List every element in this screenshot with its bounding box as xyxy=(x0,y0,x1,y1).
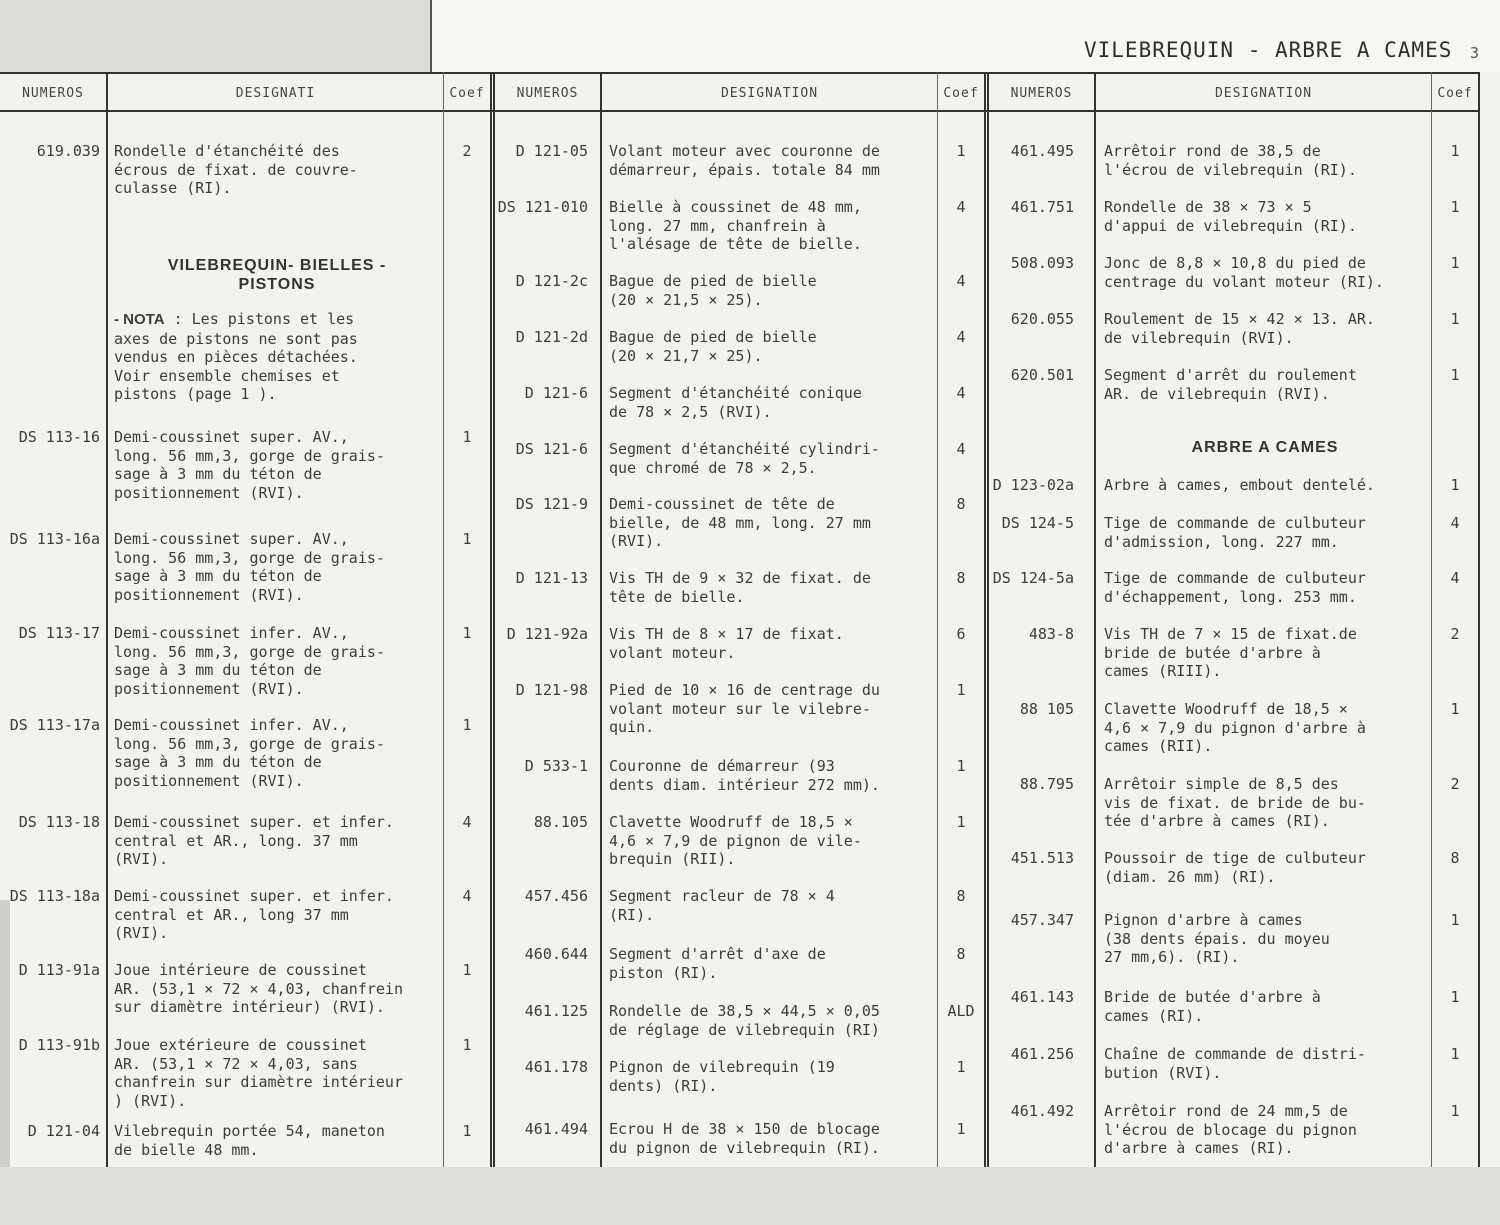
part-designation xyxy=(609,681,880,737)
designation-line: ) (RVI). xyxy=(114,1091,187,1110)
part-coef: 2 xyxy=(462,142,472,160)
designation-line: Segment racleur de 78 × 4 xyxy=(609,887,835,905)
designation-line: Joue intérieure de coussinet xyxy=(114,961,367,979)
part-number: D 121-92a xyxy=(506,625,588,643)
designation-line: Bague de pied de bielle xyxy=(609,272,817,290)
part-coef: 4 xyxy=(956,198,966,216)
part-coef: 1 xyxy=(956,757,966,775)
part-number: 508.093 xyxy=(1010,254,1074,272)
designation-line: l'écrou de vilebrequin (RI). xyxy=(1104,160,1357,179)
part-coef: 1 xyxy=(462,624,472,642)
part-designation xyxy=(1104,569,1366,606)
part-number: D 121-6 xyxy=(524,384,588,402)
designation-line: Demi-coussinet de tête de xyxy=(609,495,835,513)
part-coef: 1 xyxy=(1450,198,1460,216)
header-numeros: NUMEROS xyxy=(1010,86,1073,101)
part-designation xyxy=(609,272,817,309)
header-numeros: NUMEROS xyxy=(516,86,579,101)
designation-line: (diam. 26 mm) (RI). xyxy=(1104,867,1276,886)
designation-line: Ecrou H de 38 × 150 de blocage xyxy=(609,1120,880,1138)
header-coef: Coef xyxy=(943,86,979,101)
part-coef: 1 xyxy=(1450,476,1460,494)
part-designation xyxy=(1104,911,1330,967)
nota-line: vendus en pièces détachées. xyxy=(114,348,358,366)
part-coef: 1 xyxy=(462,530,472,548)
designation-line: Rondelle de 38 × 73 × 5 xyxy=(1104,198,1312,216)
part-designation xyxy=(609,1058,835,1095)
designation-line: Bielle à coussinet de 48 mm, xyxy=(609,198,862,216)
part-designation xyxy=(114,813,394,869)
part-designation xyxy=(609,1120,880,1157)
part-coef: 1 xyxy=(462,961,472,979)
nota-line xyxy=(114,310,358,330)
part-coef: 6 xyxy=(956,625,966,643)
nota-line: axes de pistons ne sont pas xyxy=(114,329,358,348)
col-divider xyxy=(1478,72,1480,1167)
part-designation xyxy=(114,142,358,198)
designation-line: Arrêtoir simple de 8,5 des xyxy=(1104,775,1339,793)
designation-line: Clavette Woodruff de 18,5 × xyxy=(1104,700,1348,718)
part-number: 461.494 xyxy=(524,1120,588,1138)
designation-line: d'admission, long. 227 mm. xyxy=(1104,532,1339,551)
part-number: DS 113-16 xyxy=(18,428,100,446)
page-title: VILEBREQUIN - ARBRE A CAMES xyxy=(1084,38,1453,62)
designation-line: Vilebrequin portée 54, maneton xyxy=(114,1122,385,1140)
part-number: 461.143 xyxy=(1010,988,1074,1006)
designation-line: que chromé de 78 × 2,5. xyxy=(609,458,817,477)
part-coef: 1 xyxy=(1450,254,1460,272)
part-coef: 1 xyxy=(1450,142,1460,160)
part-coef: 4 xyxy=(462,887,472,905)
part-number: D 121-2c xyxy=(515,272,588,290)
part-number: DS 124-5 xyxy=(1001,514,1074,532)
designation-line: culasse (RI). xyxy=(114,179,232,197)
designation-line: positionnement (RVI). xyxy=(114,679,304,698)
part-coef: 1 xyxy=(956,142,966,160)
designation-line: tée d'arbre à cames (RI). xyxy=(1104,812,1330,830)
designation-line: centrage du volant moteur (RI). xyxy=(1104,272,1384,291)
part-coef: 1 xyxy=(1450,310,1460,328)
part-number: D 113-91b xyxy=(18,1036,100,1054)
designation-line: 4,6 × 7,9 du pignon d'arbre à xyxy=(1104,718,1366,737)
part-designation xyxy=(1104,142,1357,179)
designation-line: Rondelle d'étanchéité des xyxy=(114,142,340,160)
designation-line: bielle, de 48 mm, long. 27 mm xyxy=(609,513,871,532)
part-coef: 8 xyxy=(956,495,966,513)
designation-line: (RVI). xyxy=(114,924,169,942)
designation-line: volant moteur. xyxy=(609,643,736,662)
designation-line: Segment d'arrêt du roulement xyxy=(1104,366,1357,384)
part-designation xyxy=(114,428,385,502)
designation-line: positionnement (RVI). xyxy=(114,771,304,790)
designation-line: Poussoir de tige de culbuteur xyxy=(1104,849,1366,867)
part-coef: 4 xyxy=(462,813,472,831)
part-designation xyxy=(1104,1102,1357,1158)
part-number: 460.644 xyxy=(524,945,588,963)
designation-line: Demi-coussinet super. AV., xyxy=(114,428,349,446)
part-number: D 121-05 xyxy=(515,142,588,160)
part-coef: 1 xyxy=(1450,366,1460,384)
part-coef: 1 xyxy=(462,1122,472,1140)
part-number: DS 124-5a xyxy=(992,569,1074,587)
part-number: DS 113-17a xyxy=(9,716,100,734)
header-rule xyxy=(0,110,1480,112)
designation-line: (RVI). xyxy=(609,532,664,550)
part-number: D 533-1 xyxy=(524,757,588,775)
col-divider xyxy=(987,72,989,1167)
designation-line: piston (RI). xyxy=(609,963,718,982)
part-number: DS 121-010 xyxy=(497,198,588,216)
designation-line: positionnement (RVI). xyxy=(114,483,304,502)
part-designation xyxy=(609,384,862,421)
part-designation xyxy=(1104,198,1357,235)
designation-line: sage à 3 mm du téton de xyxy=(114,567,322,585)
designation-line: dents diam. intérieur 272 mm). xyxy=(609,775,880,794)
header-designation: DESIGNATI xyxy=(235,86,316,101)
designation-line: quin. xyxy=(609,718,655,736)
part-coef: 4 xyxy=(956,384,966,402)
designation-line: cames (RI). xyxy=(1104,1006,1204,1025)
table-top-rule xyxy=(0,72,1480,74)
part-coef: 1 xyxy=(462,428,472,446)
designation-line: volant moteur sur le vilebre- xyxy=(609,699,871,718)
col-divider xyxy=(600,72,602,1167)
part-designation xyxy=(1104,700,1366,756)
designation-line: central et AR., long. 37 mm xyxy=(114,831,358,850)
part-designation xyxy=(114,530,385,604)
part-designation xyxy=(114,961,403,1017)
designation-line: Vis TH de 8 × 17 de fixat. xyxy=(609,625,844,643)
designation-line: Demi-coussinet infer. AV., xyxy=(114,716,349,734)
designation-line: du pignon de vilebrequin (RI). xyxy=(609,1138,880,1157)
designation-line: (20 × 21,7 × 25). xyxy=(609,346,763,365)
designation-line: Segment d'arrêt d'axe de xyxy=(609,945,826,963)
part-coef: 1 xyxy=(462,1036,472,1054)
part-number: DS 113-17 xyxy=(18,624,100,642)
part-number: 461.492 xyxy=(1010,1102,1074,1120)
designation-line: long. 56 mm,3, gorge de grais- xyxy=(114,734,385,753)
part-designation xyxy=(609,198,862,254)
designation-line: bution (RVI). xyxy=(1104,1063,1222,1082)
part-designation xyxy=(1104,988,1321,1025)
part-coef: 1 xyxy=(1450,1102,1460,1120)
designation-line: Roulement de 15 × 42 × 13. AR. xyxy=(1104,310,1375,328)
part-designation xyxy=(609,1002,880,1039)
designation-line: chanfrein sur diamètre intérieur xyxy=(114,1073,403,1091)
header-coef: Coef xyxy=(449,86,485,101)
section-heading-arbre-a-cames: ARBRE A CAMES xyxy=(1191,439,1339,456)
part-number: DS 113-18a xyxy=(9,887,100,905)
designation-line: Chaîne de commande de distri- xyxy=(1104,1045,1366,1063)
designation-line: Bride de butée d'arbre à xyxy=(1104,988,1321,1006)
designation-line: Demi-coussinet infer. AV., xyxy=(114,624,349,642)
overlapping-sheet xyxy=(0,0,432,72)
part-coef: 8 xyxy=(1450,849,1460,867)
part-designation xyxy=(114,1036,403,1110)
part-coef: 2 xyxy=(1450,625,1460,643)
part-designation xyxy=(1104,1045,1366,1082)
section-heading-vilebrequin xyxy=(112,256,442,294)
part-coef: 4 xyxy=(956,440,966,458)
part-coef: 8 xyxy=(956,887,966,905)
part-designation xyxy=(114,624,385,698)
designation-line: long. 56 mm,3, gorge de grais- xyxy=(114,446,385,465)
part-designation xyxy=(609,625,844,662)
designation-line: positionnement (RVI). xyxy=(114,585,304,604)
header-coef: Coef xyxy=(1437,86,1473,101)
part-designation xyxy=(609,757,880,794)
part-coef: 4 xyxy=(1450,514,1460,532)
heading-line: PISTONS xyxy=(238,276,316,293)
designation-line: Arrêtoir rond de 24 mm,5 de xyxy=(1104,1102,1348,1120)
designation-line: 27 mm,6). (RI). xyxy=(1104,948,1240,966)
part-number: 620.501 xyxy=(1010,366,1074,384)
designation-line: Pignon de vilebrequin (19 xyxy=(609,1058,835,1076)
part-designation xyxy=(609,945,826,982)
part-designation xyxy=(1104,849,1366,886)
part-number: D 121-13 xyxy=(515,569,588,587)
part-designation xyxy=(1104,310,1375,347)
part-designation xyxy=(609,142,880,179)
designation-line: dents) (RI). xyxy=(609,1076,718,1095)
part-designation xyxy=(114,1122,385,1159)
designation-line: brequin (RII). xyxy=(609,850,736,868)
part-coef: 8 xyxy=(956,569,966,587)
designation-line: (RI). xyxy=(609,905,655,924)
part-designation xyxy=(114,716,385,790)
designation-line: de 78 × 2,5 (RVI). xyxy=(609,402,772,421)
part-number: DS 121-6 xyxy=(515,440,588,458)
part-number: 620.055 xyxy=(1010,310,1074,328)
header-designation: DESIGNATION xyxy=(720,86,819,101)
nota-label: - NOTA xyxy=(114,311,165,328)
part-coef: 1 xyxy=(1450,700,1460,718)
designation-line: Jonc de 8,8 × 10,8 du pied de xyxy=(1104,254,1366,272)
part-number: D 121-04 xyxy=(27,1122,100,1140)
designation-line: Joue extérieure de coussinet xyxy=(114,1036,367,1054)
part-designation xyxy=(609,328,817,365)
designation-line: Arrêtoir rond de 38,5 de xyxy=(1104,142,1321,160)
designation-line: Pignon d'arbre à cames xyxy=(1104,911,1303,929)
part-designation xyxy=(1104,254,1384,291)
col-divider xyxy=(106,72,108,1167)
part-designation xyxy=(609,887,835,924)
heading-line: VILEBREQUIN- BIELLES - xyxy=(167,257,387,274)
designation-line: cames (RIII). xyxy=(1104,662,1222,680)
designation-line: Tige de commande de culbuteur xyxy=(1104,514,1366,532)
part-number: D 121-2d xyxy=(515,328,588,346)
part-designation xyxy=(1104,625,1357,681)
designation-line: Arbre à cames, embout dentelé. xyxy=(1104,476,1375,494)
designation-line: Volant moteur avec couronne de xyxy=(609,142,880,160)
sheet-edge xyxy=(430,0,432,74)
part-designation xyxy=(609,569,871,606)
designation-line: démarreur, épais. totale 84 mm xyxy=(609,160,880,179)
designation-line: Demi-coussinet super. et infer. xyxy=(114,813,394,831)
designation-line: Rondelle de 38,5 × 44,5 × 0,05 xyxy=(609,1002,880,1020)
part-coef: 1 xyxy=(956,681,966,699)
part-number: 461.751 xyxy=(1010,198,1074,216)
col-divider xyxy=(984,72,986,1167)
part-number: 461.495 xyxy=(1010,142,1074,160)
designation-line: sage à 3 mm du téton de xyxy=(114,661,322,679)
designation-line: l'alésage de tête de bielle. xyxy=(609,235,862,253)
designation-line: d'échappement, long. 253 mm. xyxy=(1104,587,1357,606)
part-coef: 4 xyxy=(956,328,966,346)
designation-line: long. 27 mm, chanfrein à xyxy=(609,216,826,235)
part-designation xyxy=(1104,775,1366,831)
nota-line: pistons (page 1 ). xyxy=(114,385,277,403)
designation-line: cames (RII). xyxy=(1104,737,1213,755)
part-coef: 1 xyxy=(1450,911,1460,929)
designation-line: Segment d'étanchéité conique xyxy=(609,384,862,402)
designation-line: (20 × 21,5 × 25). xyxy=(609,290,763,309)
part-number: 461.178 xyxy=(524,1058,588,1076)
part-number: D 113-91a xyxy=(18,961,100,979)
designation-line: vis de fixat. de bride de bu- xyxy=(1104,793,1366,812)
part-coef: 2 xyxy=(1450,775,1460,793)
col-divider xyxy=(493,72,495,1167)
bottom-margin xyxy=(0,1167,1500,1225)
part-number: 88 105 xyxy=(1019,700,1074,718)
header-designation: DESIGNATION xyxy=(1214,86,1313,101)
designation-line: de réglage de vilebrequin (RI) xyxy=(609,1020,880,1039)
designation-line: sage à 3 mm du téton de xyxy=(114,753,322,771)
designation-line: sur diamètre intérieur) (RVI). xyxy=(114,998,385,1016)
page-number: 3 xyxy=(1470,44,1480,62)
designation-line: long. 56 mm,3, gorge de grais- xyxy=(114,642,385,661)
designation-line: tête de bielle. xyxy=(609,587,745,606)
part-coef: 1 xyxy=(956,1058,966,1076)
part-number: 451.513 xyxy=(1010,849,1074,867)
col-divider xyxy=(443,72,444,1167)
nota-block xyxy=(114,310,358,404)
part-designation xyxy=(1104,476,1375,495)
part-designation xyxy=(609,813,862,869)
designation-line: Vis TH de 7 × 15 de fixat.de xyxy=(1104,625,1357,643)
designation-line: (38 dents épais. du moyeu xyxy=(1104,929,1330,948)
part-number: 88.795 xyxy=(1019,775,1074,793)
designation-line: AR. de vilebrequin (RVI). xyxy=(1104,384,1330,403)
designation-line: l'écrou de blocage du pignon xyxy=(1104,1120,1357,1139)
col-divider xyxy=(490,72,492,1167)
designation-line: de vilebrequin (RVI). xyxy=(1104,328,1294,347)
part-coef: 1 xyxy=(956,1120,966,1138)
col-divider xyxy=(1094,72,1096,1167)
designation-line: Bague de pied de bielle xyxy=(609,328,817,346)
part-designation xyxy=(114,887,394,943)
designation-line: Clavette Woodruff de 18,5 × xyxy=(609,813,853,831)
designation-line: de bielle 48 mm. xyxy=(114,1140,259,1159)
part-number: 457.456 xyxy=(524,887,588,905)
part-coef: 4 xyxy=(1450,569,1460,587)
part-designation xyxy=(609,495,871,551)
designation-line: Demi-coussinet super. AV., xyxy=(114,530,349,548)
part-number: 461.125 xyxy=(524,1002,588,1020)
designation-line: Couronne de démarreur (93 xyxy=(609,757,835,775)
part-number: 619.039 xyxy=(36,142,100,160)
nota-text: : Les pistons et les xyxy=(173,310,355,328)
part-number: 483-8 xyxy=(1028,625,1074,643)
part-designation xyxy=(1104,514,1366,551)
part-coef: 1 xyxy=(1450,988,1460,1006)
designation-line: sage à 3 mm du téton de xyxy=(114,465,322,483)
part-number: 461.256 xyxy=(1010,1045,1074,1063)
part-number: 457.347 xyxy=(1010,911,1074,929)
designation-line: Vis TH de 9 × 32 de fixat. de xyxy=(609,569,871,587)
part-number: 88.105 xyxy=(533,813,588,831)
part-coef: 1 xyxy=(956,813,966,831)
designation-line: (RVI). xyxy=(114,850,169,868)
designation-line: Pied de 10 × 16 de centrage du xyxy=(609,681,880,699)
header-numeros: NUMEROS xyxy=(22,86,84,101)
designation-line: bride de butée d'arbre à xyxy=(1104,643,1321,662)
designation-line: Tige de commande de culbuteur xyxy=(1104,569,1366,587)
part-coef: 1 xyxy=(1450,1045,1460,1063)
nota-line: Voir ensemble chemises et xyxy=(114,366,340,385)
part-number: DS 113-18 xyxy=(18,813,100,831)
designation-line: Demi-coussinet super. et infer. xyxy=(114,887,394,905)
designation-line: central et AR., long 37 mm xyxy=(114,905,349,924)
designation-line: 4,6 × 7,9 de pignon de vile- xyxy=(609,831,862,850)
designation-line: d'appui de vilebrequin (RI). xyxy=(1104,216,1357,235)
part-number: D 121-98 xyxy=(515,681,588,699)
part-coef: ALD xyxy=(947,1002,975,1020)
part-number: DS 121-9 xyxy=(515,495,588,513)
part-coef: 4 xyxy=(956,272,966,290)
designation-line: écrous de fixat. de couvre- xyxy=(114,160,358,179)
part-number: D 123-02a xyxy=(992,476,1074,494)
part-coef: 8 xyxy=(956,945,966,963)
part-number: DS 113-16a xyxy=(9,530,100,548)
designation-line: Segment d'étanchéité cylindri- xyxy=(609,440,880,458)
part-coef: 1 xyxy=(462,716,472,734)
designation-line: AR. (53,1 × 72 × 4,03, sans xyxy=(114,1054,358,1073)
designation-line: d'arbre à cames (RI). xyxy=(1104,1139,1294,1157)
designation-line: AR. (53,1 × 72 × 4,03, chanfrein xyxy=(114,979,403,998)
designation-line: long. 56 mm,3, gorge de grais- xyxy=(114,548,385,567)
part-designation xyxy=(609,440,880,477)
part-designation xyxy=(1104,366,1357,403)
